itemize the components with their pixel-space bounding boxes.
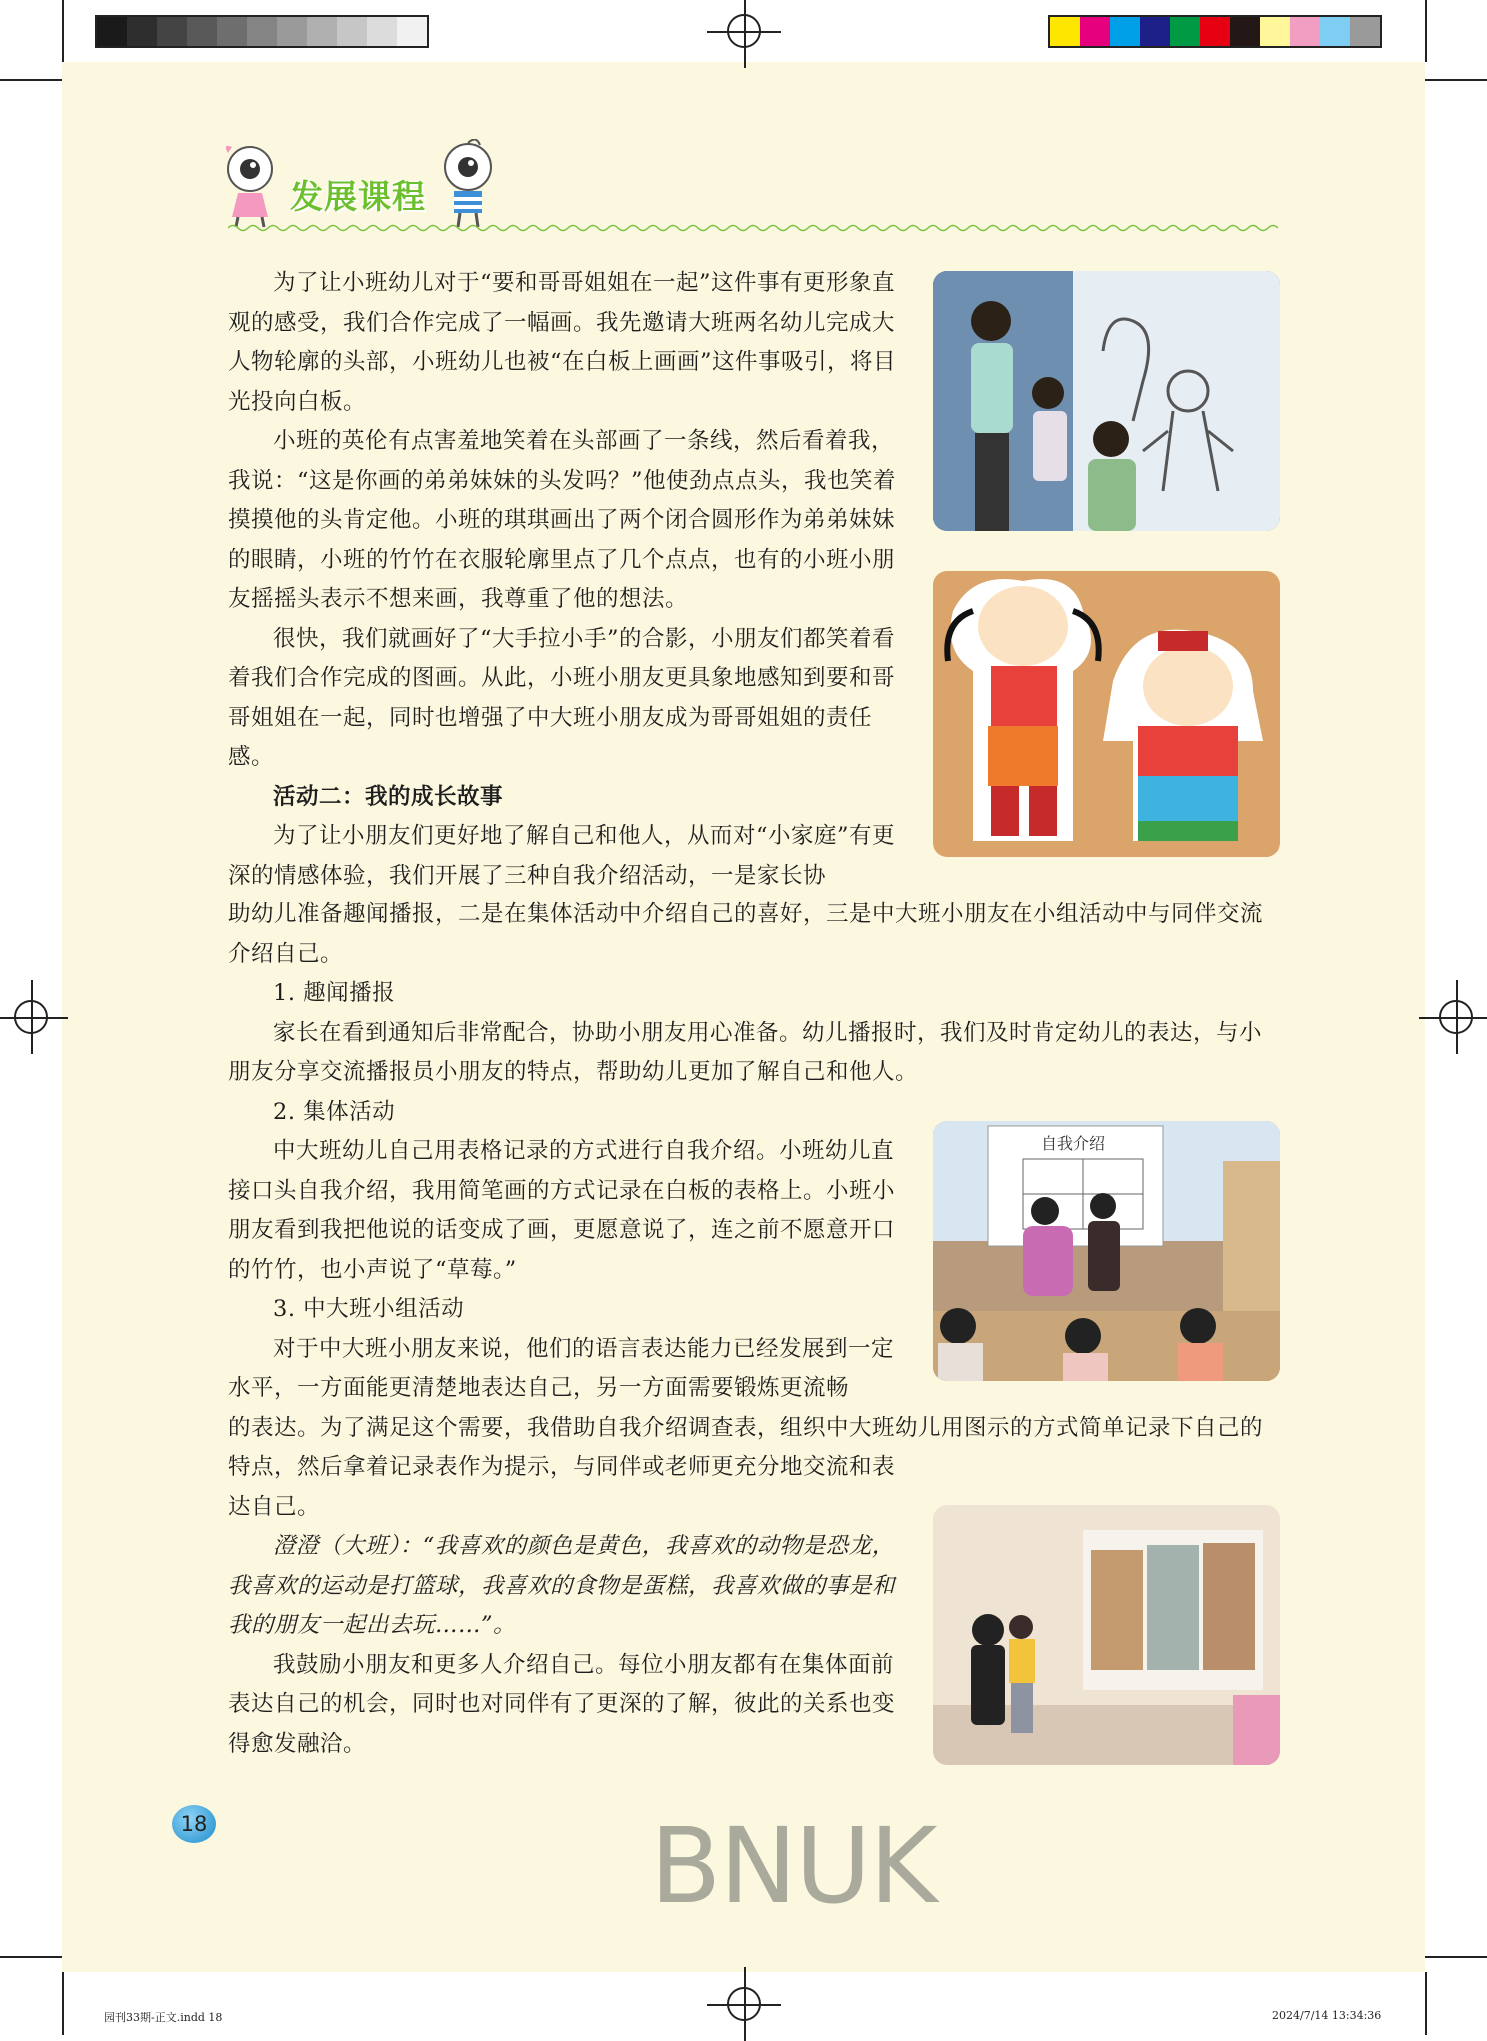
section-header — [218, 135, 1278, 235]
grayscale-calibration-bar — [95, 15, 429, 48]
crop-mark — [62, 0, 64, 62]
item-heading: 2. 集体活动 — [273, 1098, 396, 1125]
photo-child-presenting — [933, 1505, 1280, 1765]
paragraph: 为了让小班幼儿对于“要和哥哥姐姐在一起”这件事有更形象直观的感受，我们合作完成了一幅画。我先邀请大班两名幼儿完成大人物轮廓的头部，小班幼儿也被“在白板上画画”这件事吸引，将目光投向白板。 — [228, 270, 897, 415]
item-heading: 1. 趣闻播报 — [273, 980, 396, 1006]
print-slug-filename: 园刊33期-正文.indd 18 — [104, 2011, 223, 2024]
crop-mark — [1425, 79, 1487, 81]
article-body-wide-line — [228, 1409, 1282, 1449]
article-body-bottom — [228, 1448, 902, 1764]
paragraph: 家长在看到通知后非常配合，协助小朋友用心准备。幼儿播报时，我们及时肯定幼儿的表达，与小朋友分享交流播报员小朋友的特点，帮助幼儿更加了解自己和他人。 — [228, 1019, 1263, 1085]
paragraph: 中大班幼儿自己用表格记录的方式进行自我介绍。小班幼儿直接口头自我介绍，我用简笔画的方式记录在白板的表格上。小班小朋友看到我把他说的话变成了画，更愿意说了，连之前不愿意开口的竹竹，也小声说了“草莓。” — [228, 1138, 896, 1283]
article-body-top — [228, 264, 902, 896]
crop-mark — [0, 1956, 62, 1958]
activity-heading: 活动二：我的成长故事 — [273, 783, 504, 810]
paragraph: 小班的英伦有点害羞地笑着在头部画了一条线，然后看着我，我说：“这是你画的弟弟妹妹的头发吗？”他使劲点点头，我也笑着摸摸他的头肯定他。小班的琪琪画出了两个闭合圆形作为弟弟妹妹的眼睛，小班的竹竹在衣服轮廓里点了几个点点，也有的小班小朋友摇摇头表示不想来画，我尊重了他的想法。 — [228, 428, 897, 612]
mascot-boy-icon — [436, 139, 502, 229]
registration-mark — [727, 1987, 761, 2021]
photo-self-introduction-board — [933, 1121, 1280, 1381]
registration-mark — [14, 1000, 48, 1034]
paragraph: 我鼓励小朋友和更多人介绍自己。每位小朋友都有在集体面前表达自己的机会，同时也对同伴有了更深的了解，彼此的关系也变得愈发融洽。 — [228, 1651, 896, 1757]
section-title: 发展课程 — [290, 177, 426, 216]
crop-mark — [0, 79, 62, 81]
crop-mark — [1425, 0, 1427, 62]
color-calibration-bar — [1048, 15, 1382, 48]
photo-children-artwork — [933, 571, 1280, 857]
crop-mark — [1425, 1956, 1487, 1958]
paragraph-continued: 的表达。为了满足这个需要，我借助自我介绍调查表，组织中大班幼儿用图示的方式简单记录下自己的 — [228, 1415, 1264, 1441]
wavy-divider — [228, 223, 1278, 233]
board-title: 自我介绍 — [1041, 1134, 1106, 1153]
item-heading: 3. 中大班小组活动 — [273, 1296, 465, 1322]
registration-mark — [727, 14, 761, 48]
paragraph: 很快，我们就画好了“大手拉小手”的合影，小朋友们都笑着看着我们合作完成的图画。从此，小班小朋友更具象地感知到要和哥哥姐姐在一起，同时也增强了中大班小朋友成为哥哥姐姐的责任感。 — [228, 625, 896, 770]
article-body-middle — [228, 895, 1282, 1132]
paragraph-continued: 特点，然后拿着记录表作为提示，与同伴或老师更充分地交流和表达自己。 — [228, 1454, 896, 1520]
watermark: BNUK — [650, 1805, 936, 1927]
mascot-girl-icon — [220, 143, 282, 229]
registration-mark — [1439, 1000, 1473, 1034]
paragraph: 为了让小朋友们更好地了解自己和他人，从而对“小家庭”有更深的情感体验，我们开展了三种自我介绍活动，一是家长协 — [228, 823, 896, 889]
crop-mark — [1425, 1972, 1427, 2035]
article-body-lower — [228, 1132, 902, 1409]
photo-whiteboard-drawing — [933, 271, 1280, 531]
paragraph: 对于中大班小朋友来说，他们的语言表达能力已经发展到一定水平，一方面能更清楚地表达自己，另一方面需要锻炼更流畅 — [228, 1335, 895, 1401]
print-slug-timestamp: 2024/7/14 13:34:36 — [1272, 2009, 1382, 2022]
quote-paragraph: 澄澄（大班）：“我喜欢的颜色是黄色，我喜欢的动物是恐龙，我喜欢的运动是打篮球，我喜欢的食物是蛋糕，我喜欢做的事是和我的朋友一起出去玩……”。 — [228, 1533, 896, 1638]
page-number: 18 — [172, 1805, 216, 1843]
paragraph-continued: 助幼儿准备趣闻播报，二是在集体活动中介绍自己的喜好，三是中大班小朋友在小组活动中与同伴交流介绍自己。 — [228, 901, 1264, 967]
crop-mark — [62, 1972, 64, 2035]
